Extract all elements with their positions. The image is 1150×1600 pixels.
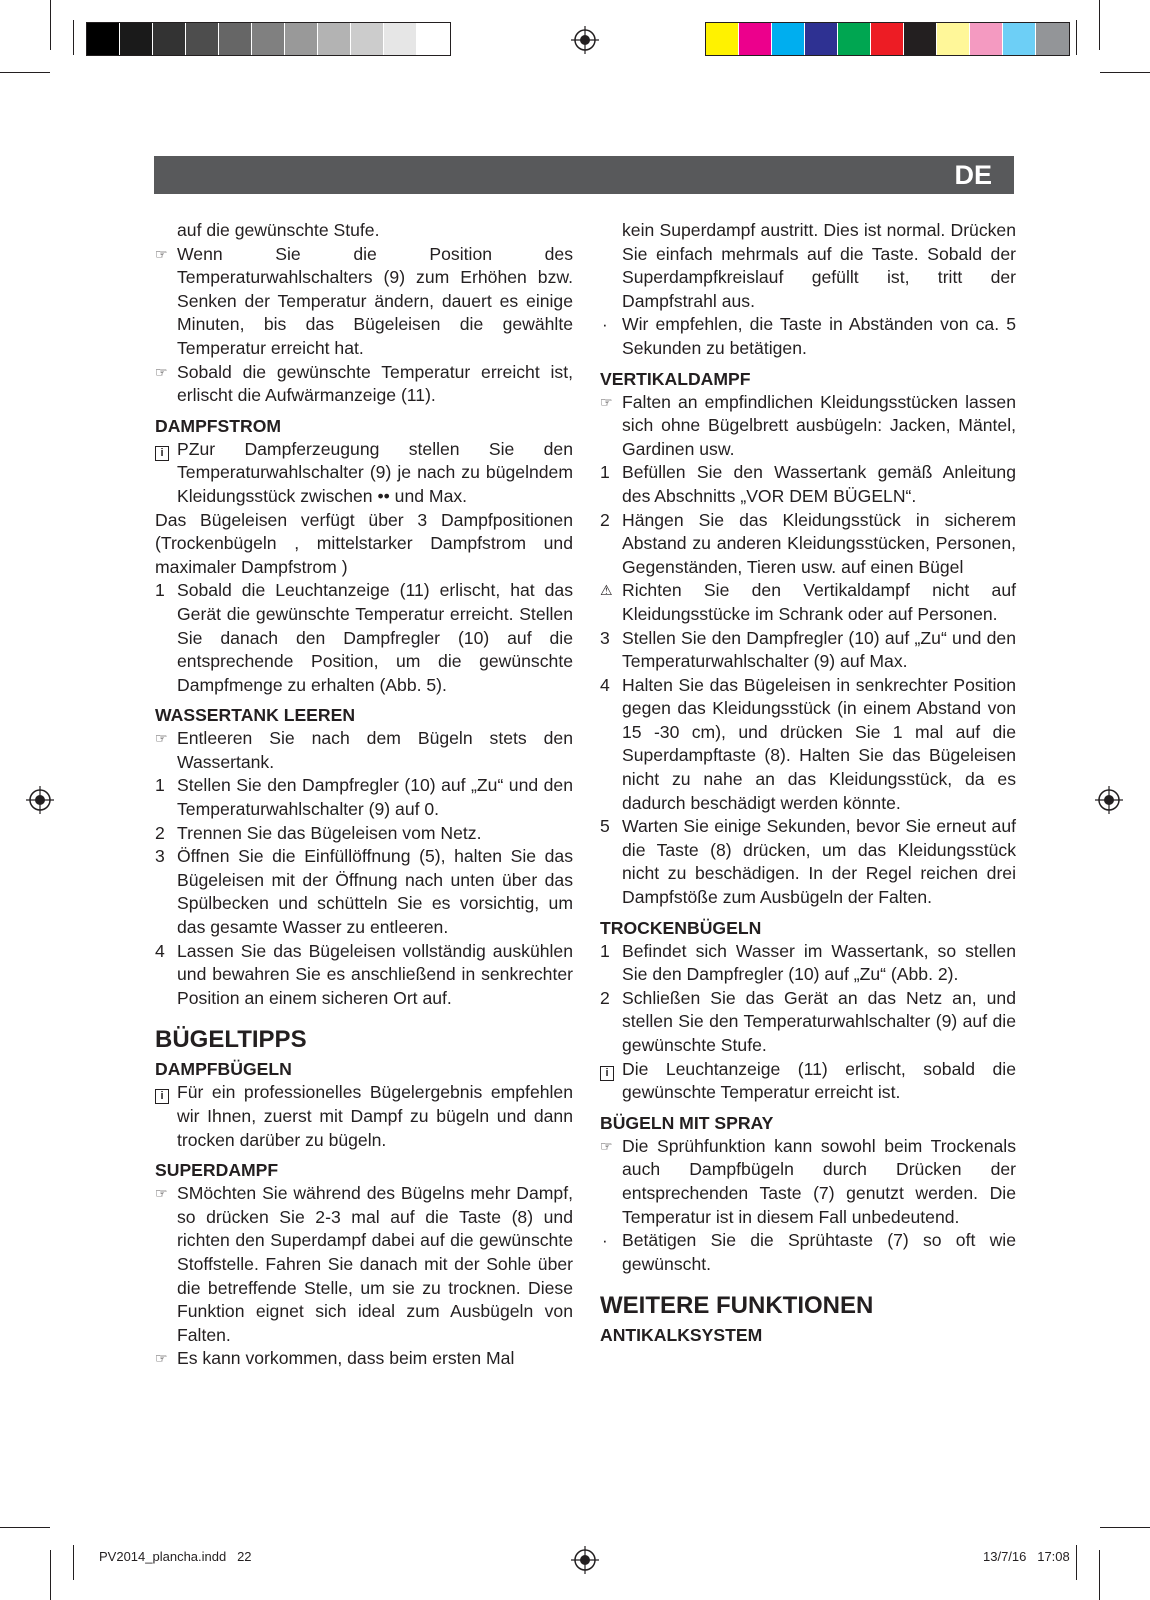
info-icon: i (600, 1066, 614, 1081)
pointing-hand-icon: ☞ (600, 393, 613, 410)
language-code: DE (954, 159, 992, 190)
info-icon: i (155, 446, 169, 461)
list-item: ☞ Wenn Sie die Position des Temperaturwahlschalters (9) zum Erhöhen bzw. Senken der Temperatur ändern, dauert es einige Minuten, bis das Bügeleisen die gewählte Temperatur erreicht hat. (155, 243, 573, 361)
left-column (155, 219, 573, 1371)
color-swatch (706, 23, 739, 55)
color-swatch (87, 23, 120, 55)
list-item: 4 Halten Sie das Bügeleisen in senkrechter Position gegen das Kleidungsstück (in einem Abstand von 15 -30 cm), und drücken Sie 1 mal auf die Superdampftaste (8). Halten Sie das Bügeleisen nicht zu nahe an das Kleidungsstück, da es dadurch beschädigt werden könnte. (600, 674, 1016, 813)
crop-mark (1076, 20, 1077, 55)
color-swatch (186, 23, 219, 55)
color-swatch (417, 23, 450, 55)
chapter-heading: WEITERE FUNKTIONEN (600, 1292, 874, 1320)
crop-mark (1076, 1545, 1077, 1580)
list-item: i PZur Dampferzeugung stellen Sie den Temperaturwahlschalter (9) je nach zu bügelndem Kleidungsstück zwischen •• und Max. (155, 438, 573, 509)
color-swatch (1036, 23, 1069, 55)
bullet-icon: · (602, 315, 608, 335)
registration-mark-icon (26, 786, 54, 814)
registration-mark-icon (1095, 786, 1123, 814)
list-item: kein Superdampf austritt. Dies ist normal. Drücken Sie einfach mehrmals auf die Taste. Sobald der Superdampfkreislauf gefüllt ist, tritt der Dampfstrahl aus. (622, 220, 1016, 311)
color-swatch (937, 23, 970, 55)
color-bar (705, 22, 1070, 56)
footer-filename: PV2014_plancha.indd (99, 1549, 227, 1564)
section-heading: SUPERDAMPF (155, 1160, 279, 1181)
pointing-hand-icon: ☞ (155, 1185, 168, 1202)
crop-mark (50, 1550, 51, 1600)
list-item: 2 Schließen Sie das Gerät an das Netz an, und stellen Sie den Temperaturwahlschalter (9) auf die gewünschte Stufe. (600, 987, 1016, 1055)
list-item: 2 Hängen Sie das Kleidungsstück in sicherem Abstand zu anderen Kleidungsstücken, Personen, Gegenständen, Tieren usw. auf einen Bügel (600, 509, 1016, 577)
list-item: 1 Stellen Sie den Dampfregler (10) auf „Zu“ und den Temperaturwahlschalter (9) auf 0. (155, 775, 573, 820)
crop-mark (1099, 1550, 1100, 1600)
list-item: 1 Sobald die Leuchtanzeige (11) erlischt, hat das Gerät die gewünschte Temperatur erreicht. Stellen Sie danach den Dampfregler (10) auf die entsprechende Position, um die gewünschte Dampfmenge zu erhalten (Abb. 5). (155, 580, 573, 695)
list-item: ☞ SMöchten Sie während des Bügelns mehr Dampf, so drücken Sie 2-3 mal auf die Taste (8) und richten den Superdampf dabei auf die gewünschte Stoffstelle. Fahren Sie danach mit der Sohle über die betreffende Stelle, um sie zu trocknen. Diese Funktion eignet sich ideal zum Ausbügeln von Falten. (155, 1182, 573, 1347)
registration-mark-icon (571, 26, 599, 54)
crop-mark (1100, 1527, 1150, 1528)
list-item: · Wir empfehlen, die Taste in Abständen von ca. 5 Sekunden zu betätigen. (600, 313, 1016, 360)
list-item: 1 Befüllen Sie den Wassertank gemäß Anleitung des Abschnitts „VOR DEM BÜGELN“. (600, 462, 1016, 506)
chapter-heading: BÜGELTIPPS (155, 1026, 307, 1054)
crop-mark (0, 72, 50, 73)
section-heading: BÜGELN MIT SPRAY (600, 1112, 774, 1133)
list-item: auf die gewünschte Stufe. (177, 220, 380, 240)
footer-file-info (99, 1549, 252, 1564)
list-item: ☞ Es kann vorkommen, dass beim ersten Mal (155, 1347, 573, 1371)
gray-color-bar (86, 22, 451, 56)
pointing-hand-icon: ☞ (600, 1137, 613, 1154)
list-item: i Für ein professionelles Bügelergebnis empfehlen wir Ihnen, zuerst mit Dampf zu bügeln und dann trocken darüber zu bügeln. (155, 1081, 573, 1152)
color-swatch (739, 23, 772, 55)
list-item: 1 Befindet sich Wasser im Wassertank, so stellen Sie den Dampfregler (10) auf „Zu“ (Abb. 2). (600, 940, 1016, 985)
section-heading: VERTIKALDAMPF (600, 368, 751, 389)
color-swatch (351, 23, 384, 55)
pointing-hand-icon: ☞ (155, 730, 168, 747)
color-swatch (904, 23, 937, 55)
color-swatch (1003, 23, 1036, 55)
color-swatch (805, 23, 838, 55)
color-swatch (153, 23, 186, 55)
color-swatch (838, 23, 871, 55)
info-icon: i (155, 1089, 169, 1104)
list-item: ⚠ Richten Sie den Vertikaldampf nicht auf Kleidungsstücke im Schrank oder auf Personen. (600, 579, 1016, 626)
bullet-icon: · (602, 1231, 608, 1251)
list-item: ☞ Entleeren Sie nach dem Bügeln stets den Wassertank. (155, 727, 573, 774)
crop-mark (1099, 0, 1100, 50)
footer-page: 22 (237, 1549, 252, 1564)
color-swatch (285, 23, 318, 55)
color-swatch (219, 23, 252, 55)
section-heading: TROCKENBÜGELN (600, 917, 762, 938)
color-swatch (318, 23, 351, 55)
crop-mark (50, 0, 51, 50)
pointing-hand-icon: ☞ (155, 1350, 168, 1367)
color-swatch (871, 23, 904, 55)
color-swatch (970, 23, 1003, 55)
footer-date: 13/7/16 (983, 1549, 1027, 1564)
list-item: · Betätigen Sie die Sprühtaste (7) so oft wie gewünscht. (600, 1229, 1016, 1276)
color-swatch (252, 23, 285, 55)
section-heading: DAMPFSTROM (155, 415, 282, 436)
paragraph: Das Bügeleisen verfügt über 3 Dampfpositionen (Trockenbügeln , mittelstarker Dampfstrom und maximaler Dampfstrom ) (155, 509, 573, 577)
list-item: ☞ Falten an empfindlichen Kleidungsstücken lassen sich ohne Bügelbrett ausbügeln: Jacken, Mäntel, Gardinen usw. (600, 391, 1016, 462)
footer-time: 17:08 (1037, 1549, 1070, 1564)
list-item: 4 Lassen Sie das Bügeleisen vollständig auskühlen und bewahren Sie es anschließend in senkrechter Position an einem sicheren Ort auf. (155, 940, 573, 1008)
pointing-hand-icon: ☞ (155, 363, 168, 380)
crop-mark (1100, 72, 1150, 73)
registration-mark-icon (571, 1546, 599, 1574)
pointing-hand-icon: ☞ (155, 245, 168, 262)
color-swatch (384, 23, 417, 55)
color-swatch (772, 23, 805, 55)
list-item: 3 Stellen Sie den Dampfregler (10) auf „Zu“ und den Temperaturwahlschalter (9) auf Max. (600, 627, 1016, 672)
section-heading: ANTIKALKSYSTEM (600, 1325, 763, 1346)
right-column (600, 219, 1016, 1347)
section-heading: DAMPFBÜGELN (155, 1059, 292, 1080)
list-item: ☞ Sobald die gewünschte Temperatur erreicht ist, erlischt die Aufwärmanzeige (11). (155, 361, 573, 408)
crop-mark (73, 1545, 74, 1580)
list-item: 3 Öffnen Sie die Einfüllöffnung (5), halten Sie das Bügeleisen mit der Öffnung nach unten über das Spülbecken und schütteln Sie es vorsichtig, um das gesamte Wasser zu entleeren. (155, 846, 573, 938)
footer-date-info (983, 1549, 1070, 1564)
list-item: 2 Trennen Sie das Bügeleisen vom Netz. (155, 822, 482, 843)
section-heading: WASSERTANK LEEREN (155, 705, 356, 726)
color-swatch (120, 23, 153, 55)
list-item: i Die Leuchtanzeige (11) erlischt, sobald die gewünschte Temperatur erreicht ist. (600, 1058, 1016, 1105)
warning-icon: ⚠ (600, 582, 613, 599)
list-item: 5 Warten Sie einige Sekunden, bevor Sie erneut auf die Taste (8) drücken, um das Kleidungsstück nicht zu beschädigen. In der Regel reichen drei Dampfstöße zum Ausbügeln der Falten. (600, 816, 1016, 908)
list-item: ☞ Die Sprühfunktion kann sowohl beim Trockenals auch Dampfbügeln durch Drücken der entsprechenden Taste (7) genutzt werden. Die Temperatur ist in diesem Fall unbedeutend. (600, 1135, 1016, 1229)
crop-mark (73, 20, 74, 55)
crop-mark (0, 1527, 50, 1528)
language-header-bar (154, 156, 1014, 194)
